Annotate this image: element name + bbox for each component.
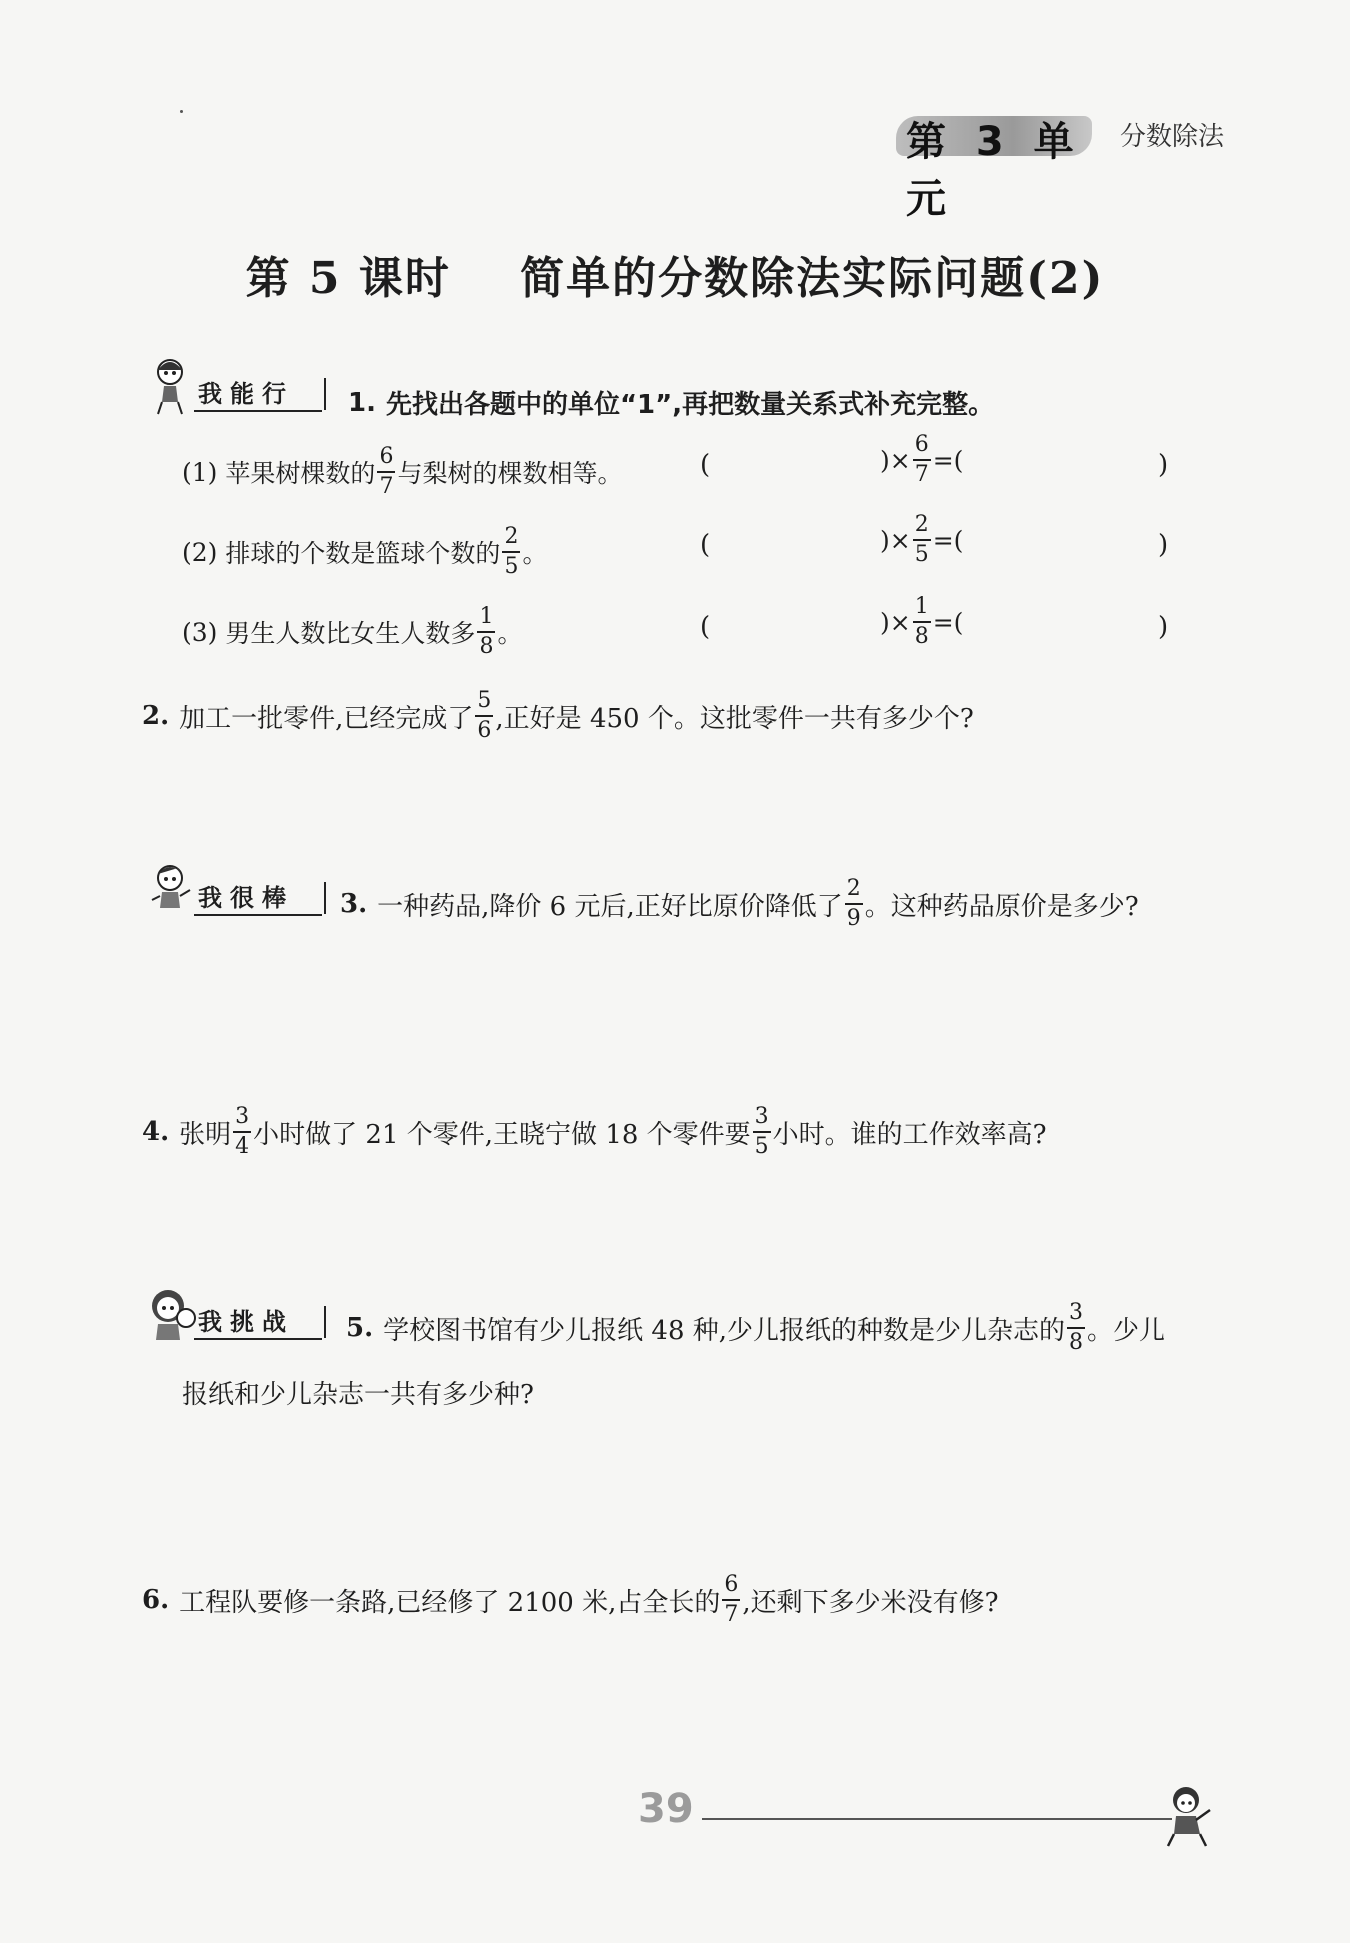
q6-pre: 工程队要修一条路,已经修了 2100 米,占全长的	[179, 1587, 721, 1618]
q4-mid: 小时做了 21 个零件,王晓宁做 18 个零件要	[253, 1119, 751, 1150]
frac-numerator: 6	[914, 432, 929, 457]
q3-number: 3.	[340, 889, 368, 919]
q1-item-1-close-paren: )	[1158, 450, 1169, 480]
question-4	[142, 1106, 1047, 1158]
question-3	[340, 878, 1139, 930]
frac-denominator: 7	[377, 471, 395, 498]
q1-item-3	[182, 606, 522, 658]
q2-number: 2.	[142, 701, 170, 731]
question-6	[142, 1574, 999, 1626]
section-divider-3	[324, 1306, 326, 1338]
q1-item-2-post: 。	[522, 539, 548, 568]
q1-item-3-pre: 男生人数比女生人数多	[225, 619, 476, 648]
q1-item-1-fraction	[377, 446, 395, 498]
q1-item-2-label: (2)	[182, 537, 218, 567]
unit-label: 第 3 单元	[906, 119, 1082, 222]
frac-denominator: 8	[913, 621, 931, 648]
frac-denominator: 8	[477, 631, 495, 658]
q4-fraction-1	[233, 1106, 251, 1158]
q1-item-2-relation	[880, 514, 963, 566]
section-underline-2	[194, 914, 322, 916]
q3-fraction	[845, 878, 863, 930]
frac-denominator: 4	[233, 1131, 251, 1158]
q3-post: 。这种药品原价是多少?	[864, 891, 1139, 922]
q1-item-1-post: 与梨树的棵数相等。	[397, 459, 623, 488]
frac-numerator: 3	[754, 1104, 769, 1129]
frac-denominator: 6	[475, 715, 493, 742]
footer-rule	[702, 1818, 1172, 1820]
frac-numerator: 3	[235, 1104, 250, 1129]
frac-numerator: 5	[477, 688, 492, 713]
frac-numerator: 2	[846, 876, 861, 901]
page-number: 39	[638, 1786, 694, 1832]
q5-pre: 学校图书馆有少儿报纸 48 种,少儿报纸的种数是少儿杂志的	[383, 1315, 1066, 1346]
section-label-2: 我很棒	[198, 884, 294, 912]
q1-item-2-close-paren: )	[1158, 530, 1169, 560]
q4-fraction-2	[753, 1106, 771, 1158]
section-label-3: 我挑战	[198, 1308, 294, 1336]
q6-post: ,还剩下多少米没有修?	[742, 1587, 999, 1618]
stray-dot	[180, 110, 183, 113]
q4-post: 小时。谁的工作效率高?	[772, 1119, 1047, 1150]
q1-item-3-label: (3)	[182, 617, 218, 647]
frac-denominator: 9	[845, 903, 863, 930]
q1-item-2-fraction	[502, 526, 520, 578]
unit-badge	[896, 110, 1096, 222]
equals-sign: =(	[932, 525, 964, 555]
relation-fraction	[913, 596, 931, 648]
equals-sign: =(	[932, 445, 964, 475]
section-divider-1	[324, 378, 326, 410]
frac-denominator: 7	[722, 1599, 740, 1626]
frac-numerator: 1	[479, 604, 494, 629]
q3-pre: 一种药品,降价 6 元后,正好比原价降低了	[377, 891, 843, 922]
q1-item-1-relation	[880, 434, 963, 486]
section-badge-3	[148, 1284, 338, 1344]
equals-sign: =(	[932, 607, 964, 637]
q1-item-3-post: 。	[497, 619, 523, 648]
frac-numerator: 6	[724, 1572, 739, 1597]
q1-item-2-open-paren: (	[700, 530, 711, 560]
footer-mascot-icon	[1160, 1780, 1220, 1850]
q1-item-3-close-paren: )	[1158, 612, 1169, 642]
q4-pre: 张明	[179, 1119, 232, 1150]
frac-denominator: 5	[913, 539, 931, 566]
times-sign: )×	[880, 445, 911, 475]
question-1	[348, 384, 994, 421]
mascot-boy-icon	[148, 860, 198, 920]
mascot-pair-icon	[148, 1284, 198, 1344]
question-5	[346, 1302, 1165, 1354]
q1-item-2	[182, 526, 547, 578]
q1-item-3-open-paren: (	[700, 612, 711, 642]
relation-fraction	[913, 434, 931, 486]
frac-numerator: 6	[379, 444, 394, 469]
q1-item-1	[182, 446, 622, 498]
times-sign: )×	[880, 525, 911, 555]
q5-fraction	[1067, 1302, 1085, 1354]
q2-post: ,正好是 450 个。这批零件一共有多少个?	[495, 703, 974, 734]
section-badge-2	[148, 860, 338, 920]
frac-numerator: 1	[914, 594, 929, 619]
frac-numerator: 3	[1069, 1300, 1084, 1325]
q2-pre: 加工一批零件,已经完成了	[179, 703, 474, 734]
frac-denominator: 8	[1067, 1327, 1085, 1354]
section-underline-1	[194, 410, 322, 412]
q1-item-1-label: (1)	[182, 457, 218, 487]
section-divider-2	[324, 882, 326, 914]
q6-fraction	[722, 1574, 740, 1626]
q1-text: 先找出各题中的单位“1”,再把数量关系式补充完整。	[385, 390, 995, 420]
q1-item-3-fraction	[477, 606, 495, 658]
q2-fraction	[475, 690, 493, 742]
relation-fraction	[913, 514, 931, 566]
q5-post: 。少儿	[1087, 1315, 1166, 1346]
q1-item-2-pre: 排球的个数是篮球个数的	[225, 539, 501, 568]
frac-denominator: 5	[502, 551, 520, 578]
frac-denominator: 5	[753, 1131, 771, 1158]
frac-numerator: 2	[914, 512, 929, 537]
q5-number: 5.	[346, 1313, 374, 1343]
frac-numerator: 2	[504, 524, 519, 549]
times-sign: )×	[880, 607, 911, 637]
section-label-1: 我能行	[198, 380, 294, 408]
section-badge-1	[148, 356, 338, 416]
q6-number: 6.	[142, 1585, 170, 1615]
question-5-line-2: 报纸和少儿杂志一共有多少种?	[182, 1380, 534, 1410]
q1-number: 1.	[348, 387, 376, 418]
question-2	[142, 690, 974, 742]
q1-item-3-relation	[880, 596, 963, 648]
mascot-girl-icon	[148, 356, 198, 416]
lesson-title: 第 5 课时 简单的分数除法实际问题(2)	[245, 253, 1105, 304]
q4-number: 4.	[142, 1117, 170, 1147]
frac-denominator: 7	[913, 459, 931, 486]
section-underline-3	[194, 1338, 322, 1340]
q1-item-1-pre: 苹果树棵数的	[225, 459, 376, 488]
q1-item-1-open-paren: (	[700, 450, 711, 480]
unit-subtitle: 分数除法	[1120, 122, 1225, 152]
